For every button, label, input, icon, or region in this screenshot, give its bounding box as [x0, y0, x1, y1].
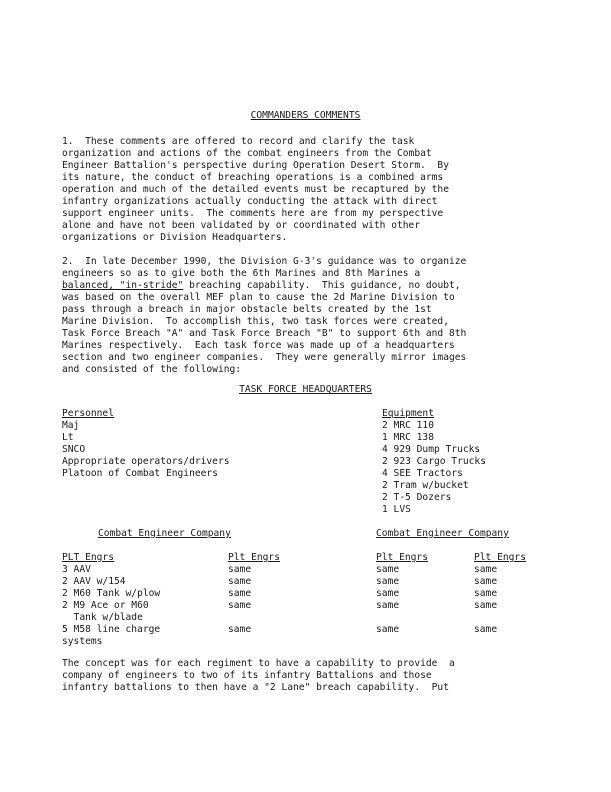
equipment-item: 2 923 Cargo Trucks — [382, 456, 486, 467]
table-cell: 2 AAV w/154 — [62, 576, 126, 587]
text-line: its nature, the conduct of breaching operations is a combined arms — [62, 172, 444, 183]
equipment-header: Equipment — [382, 408, 434, 419]
equipment-item: 1 MRC 138 — [382, 432, 434, 443]
column-header: Plt Engrs — [376, 552, 428, 563]
equipment-item: 1 LVS — [382, 504, 411, 515]
personnel-list — [62, 408, 230, 480]
table-cell: systems — [62, 636, 103, 647]
text-line: company of engineers to two of its infantry Battalions and those — [62, 670, 432, 681]
text-line: Marine Division. To accomplish this, two task forces were created, — [62, 316, 449, 327]
equipment-item: 2 Tram w/bucket — [382, 480, 469, 491]
text-line: section and two engineer companies. They were generally mirror images — [62, 352, 467, 363]
text-line: Marines respectively. Each task force was made up of a headquarters — [62, 340, 455, 351]
text-line: and consisted of the following: — [62, 364, 242, 375]
table-cell: same — [376, 576, 400, 587]
personnel-item: Maj — [62, 420, 80, 431]
text-line: infantry organizations actually conducting the attack with direct — [62, 196, 438, 207]
column-header: Plt Engrs — [228, 552, 280, 563]
column-header: Plt Engrs — [474, 552, 526, 563]
equipment-item: 4 929 Dump Trucks — [382, 444, 481, 455]
equipment-item: 4 SEE Tractors — [382, 468, 463, 479]
text-line: organizations or Division Headquarters. — [62, 232, 288, 243]
company-title-left: Combat Engineer Company — [98, 528, 231, 539]
text-span: breaching capability. This guidance, no doubt, — [183, 280, 461, 291]
table-cell: 5 M58 line charge — [62, 624, 161, 635]
text-line: 2. In late December 1990, the Division G-3's guidance was to organize — [62, 256, 467, 267]
table-cell: same — [228, 600, 252, 611]
table-cell: same — [376, 564, 400, 575]
page-title: COMMANDERS COMMENTS — [250, 110, 361, 121]
table-cell: 2 M9 Ace or M60 — [62, 600, 149, 611]
task-force-hq-title: TASK FORCE HEADQUARTERS — [239, 384, 372, 395]
company-column-1 — [62, 552, 160, 648]
paragraph-1 — [62, 136, 552, 244]
table-cell: 2 M60 Tank w/plow — [62, 588, 161, 599]
text-line: alone and have not been validated by or coordinated with other — [62, 220, 421, 231]
table-cell: same — [474, 588, 498, 599]
table-cell: same — [376, 600, 400, 611]
company-column-3 — [376, 552, 428, 636]
text-line: Task Force Breach "A" and Task Force Breach "B" to support 6th and 8th — [62, 328, 467, 339]
personnel-item: Lt — [62, 432, 74, 443]
text-line: support engineer units. The comments here are from my perspective — [62, 208, 444, 219]
text-line: organization and actions of the combat engineers from the Combat — [62, 148, 432, 159]
paragraph-2 — [62, 256, 552, 376]
text-line: Engineer Battalion's perspective during Operation Desert Storm. By — [62, 160, 449, 171]
personnel-item: SNCO — [62, 444, 86, 455]
text-line: was based on the overall MEF plan to cause the 2d Marine Division to — [62, 292, 455, 303]
table-cell: same — [474, 624, 498, 635]
equipment-item: 2 T-5 Dozers — [382, 492, 452, 503]
equipment-list — [382, 408, 486, 516]
text-line: engineers so as to give both the 6th Marines and 8th Marines a — [62, 268, 421, 279]
table-cell: Tank w/blade — [62, 612, 143, 623]
company-title-right: Combat Engineer Company — [376, 528, 509, 539]
personnel-header: Personnel — [62, 408, 114, 419]
table-cell: same — [474, 576, 498, 587]
table-cell: same — [474, 600, 498, 611]
underlined-phrase: balanced, "in-stride" — [62, 280, 184, 291]
table-cell: same — [228, 576, 252, 587]
table-cell: same — [228, 588, 252, 599]
table-cell: 3 AAV — [62, 564, 91, 575]
column-header: PLT Engrs — [62, 552, 114, 563]
text-line: pass through a breach in major obstacle belts created by the 1st — [62, 304, 432, 315]
text-line: 1. These comments are offered to record and clarify the task — [62, 136, 415, 147]
table-cell: same — [228, 624, 252, 635]
text-line: infantry battalions to then have a "2 Lane" breach capability. Put — [62, 682, 449, 693]
table-cell: same — [376, 624, 400, 635]
text-line: operation and much of the detailed events must be recaptured by the — [62, 184, 449, 195]
equipment-item: 2 MRC 110 — [382, 420, 434, 431]
personnel-item: Appropriate operators/drivers — [62, 456, 230, 467]
table-cell: same — [376, 588, 400, 599]
table-cell: same — [228, 564, 252, 575]
paragraph-3 — [62, 658, 552, 694]
text-line: The concept was for each regiment to have a capability to provide a — [62, 658, 455, 669]
table-cell: same — [474, 564, 498, 575]
company-column-4 — [474, 552, 526, 636]
text-line — [62, 280, 552, 292]
company-column-2 — [228, 552, 280, 636]
personnel-item: Platoon of Combat Engineers — [62, 468, 218, 479]
